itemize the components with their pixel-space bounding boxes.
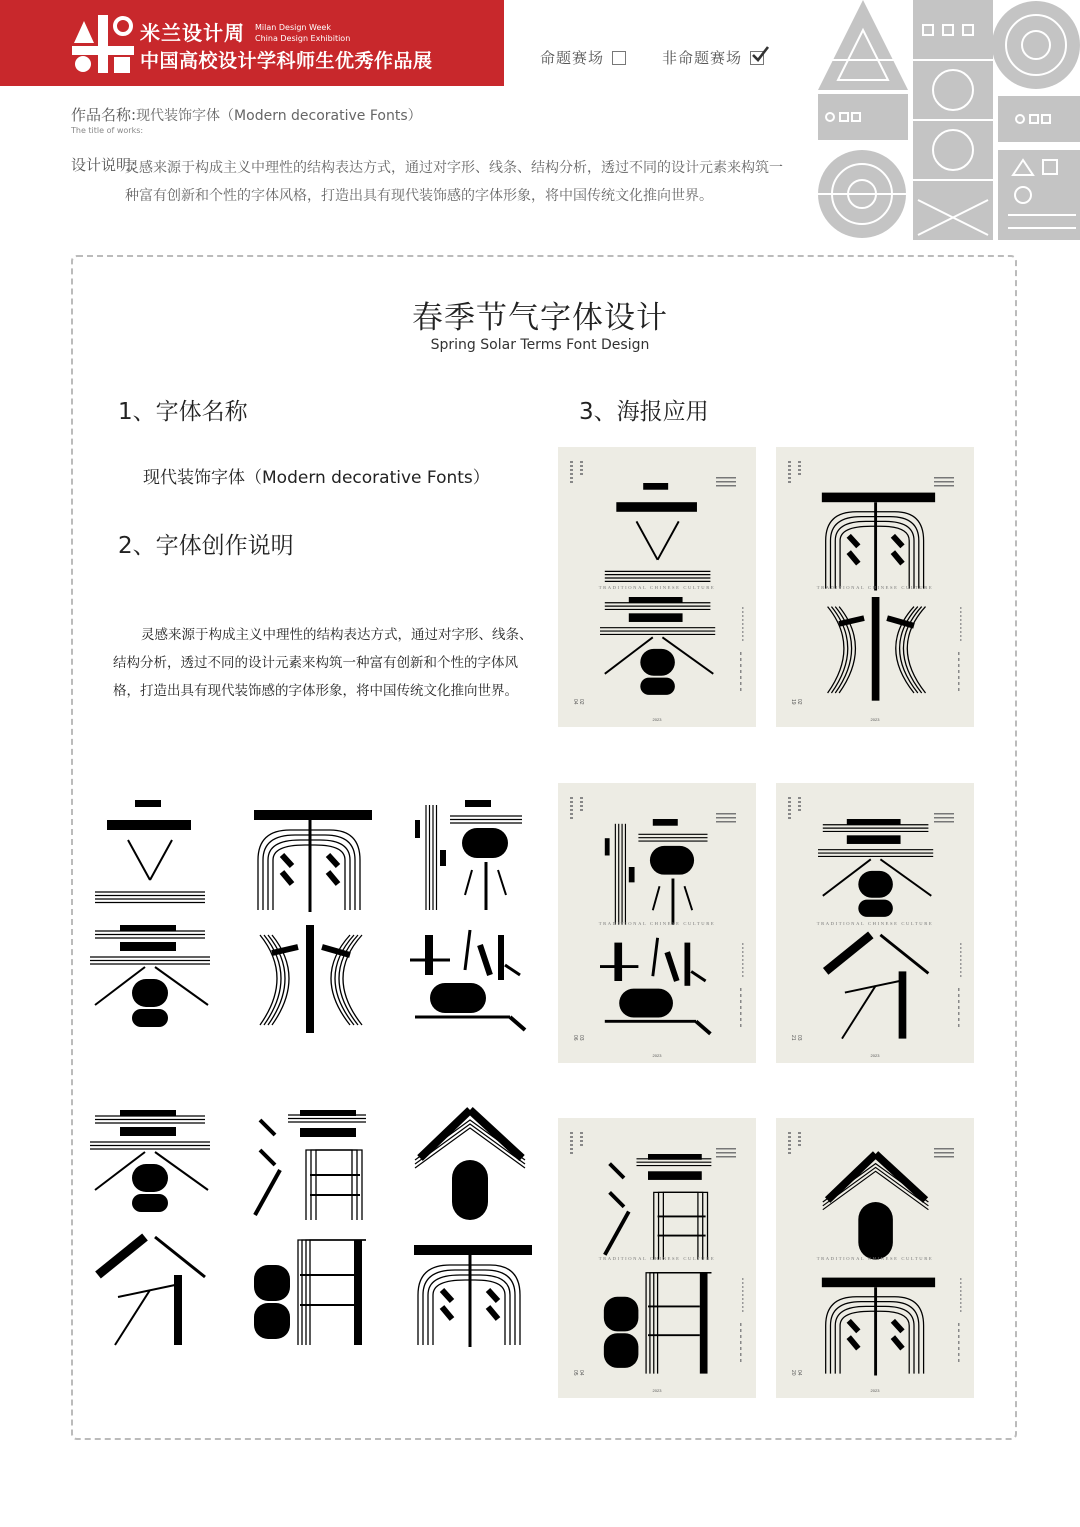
section-2-body: 灵感来源于构成主义中理性的结构表达方式，通过对字形、线条、结构分析，透过不同的设计元素来构筑一种富有创新和个性的字体风格，打造出具有现代装饰感的字体形象，将中国传统文化推向世界。 [113, 627, 533, 699]
poster-date-month: 02 [796, 699, 802, 705]
poster-5 [558, 1118, 756, 1398]
poster-year: 2023 [652, 1053, 662, 1058]
font-name-value: 现代装饰字体（Modern decorative Fonts） [143, 468, 490, 488]
design-description-label: 设计说明: [71, 156, 137, 174]
poster-artwork [776, 783, 974, 1063]
poster-glyph-bottom [826, 935, 929, 1039]
option-non-propositional[interactable] [662, 47, 764, 68]
panel-title: 春季节气字体设计 [412, 300, 668, 336]
checkbox-checked-icon[interactable] [750, 51, 764, 65]
poster-glyph-top [818, 819, 933, 917]
glyph-雨水-bottom [260, 925, 362, 1033]
panel-subtitle: Spring Solar Terms Font Design [430, 337, 650, 353]
glyph-立春-bottom [90, 925, 210, 1027]
decorative-pattern-icon [818, 0, 1080, 240]
glyph-清明-bottom [254, 1240, 366, 1345]
poster-6 [776, 1118, 974, 1398]
glyph-立春-top [95, 800, 205, 903]
poster-caption: TRADITIONAL CHINESE CULTURE [816, 1256, 934, 1261]
option-propositional-label: 命题赛场 [540, 49, 605, 67]
work-title-label: 作品名称: [71, 106, 137, 124]
poster-date-month: 02 [578, 699, 584, 705]
poster-glyph-top [822, 493, 935, 591]
poster-3 [558, 783, 756, 1063]
poster-date-month: 04 [796, 1370, 802, 1376]
banner-title-en: Milan Design Week [255, 23, 331, 32]
poster-caption: TRADITIONAL CHINESE CULTURE [816, 921, 934, 926]
glyph-春分-bottom [98, 1237, 205, 1345]
poster-glyph-bottom [600, 938, 710, 1034]
poster-glyph-top [605, 819, 708, 925]
poster-date-month: 03 [796, 1035, 802, 1041]
glyph-雨水-top [254, 810, 372, 912]
poster-year: 2023 [652, 1388, 662, 1393]
glyph-showcase [90, 795, 540, 1355]
poster-caption: TRADITIONAL CHINESE CULTURE [816, 585, 934, 590]
poster-artwork [776, 447, 974, 727]
poster-caption: TRADITIONAL CHINESE CULTURE [598, 585, 716, 590]
banner-subtitle-en: China Design Exhibition [255, 34, 351, 43]
glyph-谷雨-bottom [414, 1245, 532, 1347]
poster-date-day: 21 [790, 1035, 796, 1041]
poster-year: 2023 [870, 717, 880, 722]
poster-date-day: 05 [572, 1370, 578, 1376]
poster-glyph-top [823, 1154, 929, 1260]
glyph-清明-top [255, 1110, 366, 1220]
poster-glyph-top [605, 483, 711, 581]
poster-1 [558, 447, 756, 727]
section-2-heading: 2、字体创作说明 [118, 533, 294, 559]
poster-caption: TRADITIONAL CHINESE CULTURE [598, 1256, 716, 1261]
poster-date-day: 19 [790, 699, 796, 705]
section-1-heading: 1、字体名称 [118, 399, 248, 425]
design-description: 灵感来源于构成主义中理性的结构表达方式，通过对字形、线条、结构分析，透过不同的设计元素来构筑一种富有创新和个性的字体风格，打造出具有现代装饰感的字体形象，将中国传统文化推向世界。 [125, 160, 783, 204]
work-title-line [71, 104, 422, 125]
glyph-惊蛰-bottom [410, 930, 525, 1030]
poster-artwork [558, 783, 756, 1063]
poster-date-day: 20 [790, 1370, 796, 1376]
glyph-惊蛰-top [415, 800, 522, 910]
header-banner [0, 0, 504, 86]
checkbox-empty-icon[interactable] [612, 51, 626, 65]
poster-year: 2023 [870, 1388, 880, 1393]
glyph-谷雨-top [415, 1110, 525, 1220]
poster-glyph-bottom [828, 597, 926, 701]
poster-glyph-bottom [600, 597, 715, 695]
poster-artwork [776, 1118, 974, 1398]
section-3-heading: 3、海报应用 [579, 399, 709, 425]
work-title-value: 现代装饰字体（Modern decorative Fonts） [136, 108, 422, 124]
poster-glyph-bottom [822, 1278, 935, 1376]
poster-glyph-bottom [604, 1273, 712, 1374]
poster-date-month: 03 [578, 1035, 584, 1041]
poster-artwork [558, 1118, 756, 1398]
poster-date-day: 04 [572, 699, 578, 705]
banner-title: 米兰设计周 [140, 21, 245, 45]
work-title-label-en: The title of works: [71, 126, 144, 135]
banner-subtitle: 中国高校设计学科师生优秀作品展 [140, 50, 433, 72]
poster-date-month: 04 [578, 1370, 584, 1376]
poster-2 [776, 447, 974, 727]
option-non-propositional-label: 非命题赛场 [662, 49, 743, 67]
poster-caption: TRADITIONAL CHINESE CULTURE [598, 921, 716, 926]
poster-4 [776, 783, 974, 1063]
poster-year: 2023 [652, 717, 662, 722]
poster-glyph-top [605, 1154, 712, 1260]
exhibition-logo [72, 15, 134, 73]
option-propositional[interactable] [540, 47, 626, 68]
glyph-春分-top [90, 1110, 210, 1212]
poster-year: 2023 [870, 1053, 880, 1058]
poster-date-day: 06 [572, 1035, 578, 1041]
poster-artwork [558, 447, 756, 727]
